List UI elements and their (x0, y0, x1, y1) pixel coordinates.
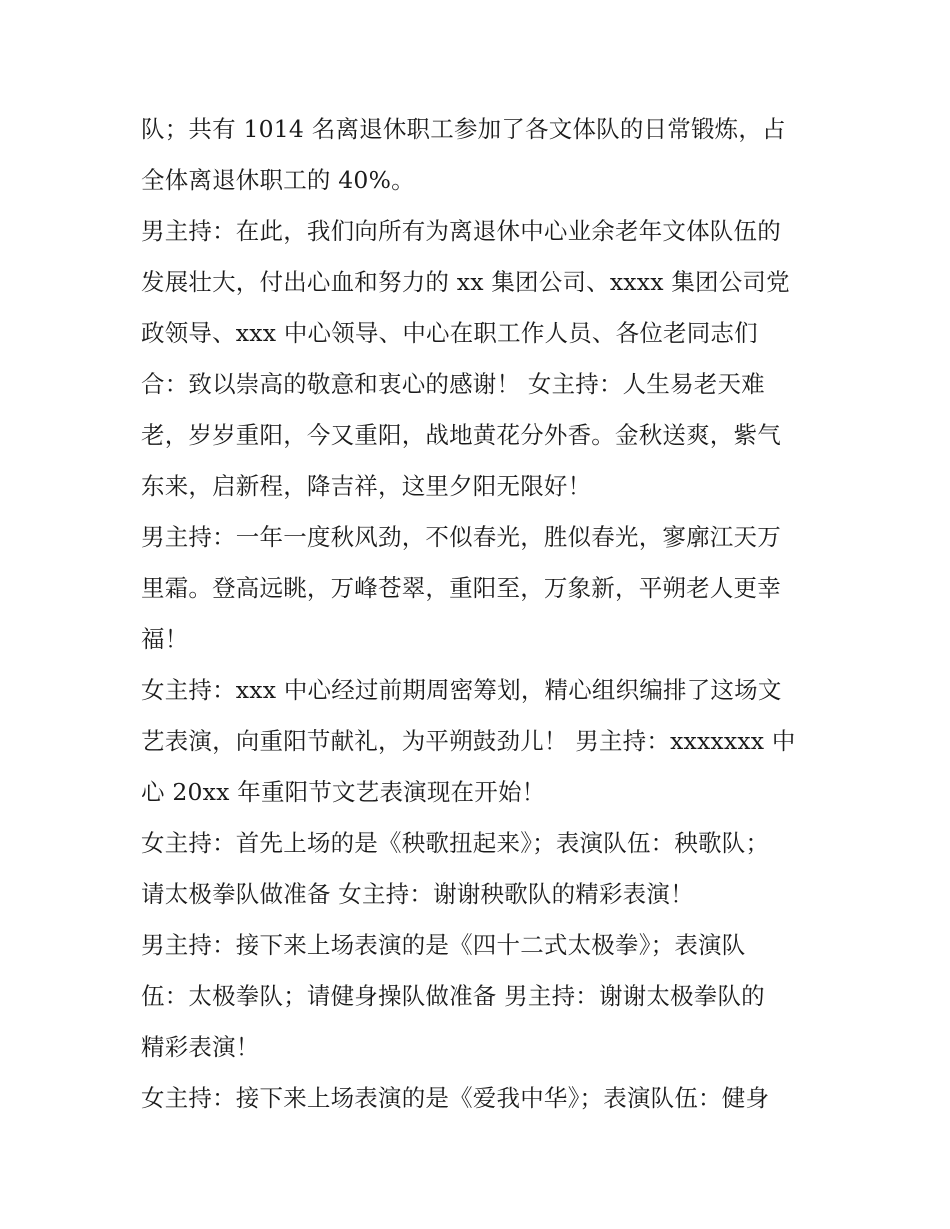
text-line: 发展壮大，付出心血和努力的 xx 集团公司、xxxx 集团公司党 (141, 268, 790, 296)
text-line: 男主持：一年一度秋风劲，不似春光，胜似春光，寥廓江天万 (141, 523, 781, 551)
text-line: 女主持：接下来上场表演的是《爱我中华》；表演队伍：健身 (141, 1084, 770, 1112)
text-line: 男主持：接下来上场表演的是《四十二式太极拳》；表演队 (141, 931, 746, 959)
text-line: 政领导、xxx 中心领导、中心在职工作人员、各位老同志们 (141, 319, 758, 347)
text-line: 艺表演，向重阳节献礼，为平朔鼓劲儿！ 男主持：xxxxxxx 中 (141, 727, 796, 755)
text-line: 老，岁岁重阳，今又重阳，战地黄花分外香。金秋送爽，紫气 (141, 421, 781, 449)
text-line: 精彩表演！ (141, 1033, 260, 1061)
text-line: 合：致以崇高的敬意和衷心的感谢！ 女主持：人生易老天难 (141, 370, 765, 398)
text-line: 福！ (141, 625, 189, 653)
text-line: 女主持：xxx 中心经过前期周密筹划，精心组织编排了这场文 (141, 676, 782, 704)
text-line: 请太极拳队做准备 女主持：谢谢秧歌队的精彩表演！ (141, 880, 694, 908)
text-line: 全体离退休职工的 40%。 (141, 166, 415, 194)
text-line: 里霜。登高远眺，万峰苍翠，重阳至，万象新，平朔老人更幸 (141, 574, 781, 602)
text-line: 心 20xx 年重阳节文艺表演现在开始！ (141, 778, 546, 806)
text-line: 队；共有 1014 名离退休职工参加了各文体队的日常锻炼，占 (141, 115, 786, 143)
document-body (141, 104, 813, 1124)
text-line: 东来，启新程，降吉祥，这里夕阳无限好！ (141, 472, 592, 500)
text-line: 伍：太极拳队；请健身操队做准备 男主持：谢谢太极拳队的 (141, 982, 765, 1010)
text-line: 男主持：在此，我们向所有为离退休中心业余老年文体队伍的 (141, 217, 781, 245)
text-line: 女主持：首先上场的是《秧歌扭起来》；表演队伍：秧歌队； (141, 829, 770, 857)
